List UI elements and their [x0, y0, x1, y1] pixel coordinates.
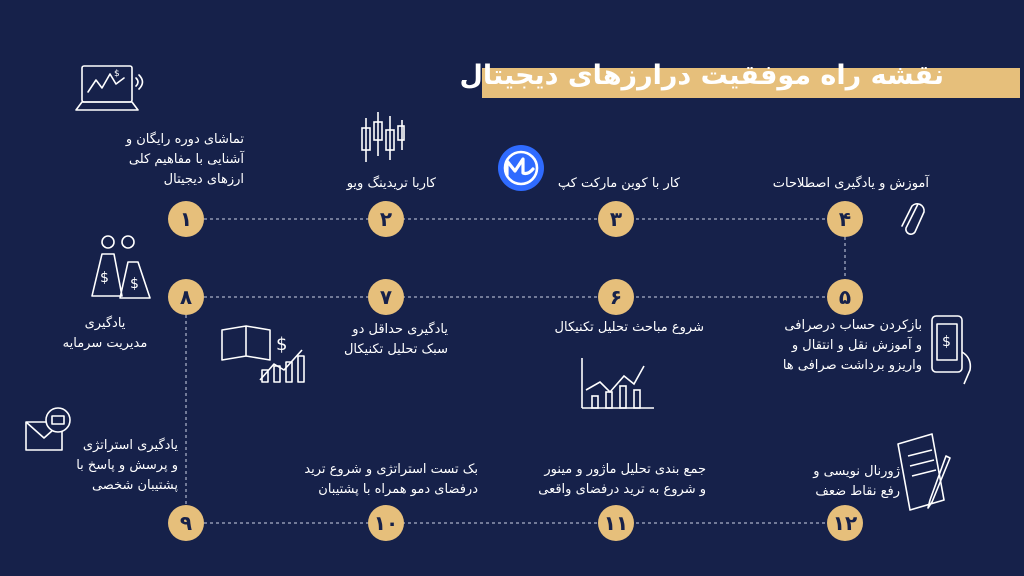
step-7-label: یادگیری حداقل دو سبک تحلیل تکنیکال [343, 322, 448, 357]
step-12-node: ۱۲ [827, 505, 863, 541]
step-1-node: ۱ [168, 201, 204, 237]
step-9-label: یادگیری استراتژی و پرسش و پاسخ با پشتیبان شخصی [76, 438, 178, 493]
svg-text:$: $ [130, 276, 139, 292]
step-10-label: بک تست استراتژی و شروع ترید درفضای دمو همراه با پشتیبان [304, 462, 478, 497]
laptop-chart-icon [72, 62, 144, 120]
step-3-node: ۳ [598, 201, 634, 237]
step-5-node: ۵ [827, 279, 863, 315]
step-2-label: کاربا تریدینگ ویو [346, 176, 436, 191]
book-chart-icon [218, 320, 310, 384]
line-chart-icon [576, 356, 656, 412]
step-2-node: ۲ [368, 201, 404, 237]
svg-text:$: $ [942, 334, 951, 350]
step-7-node: ۷ [368, 279, 404, 315]
step-12-label: ژورنال نویسی و رفع نقاط ضعف [813, 464, 900, 499]
money-bags-icon [86, 232, 156, 306]
step-4-label: آموزش و یادگیری اصطلاحات [772, 176, 929, 191]
step-8-node: ۸ [168, 279, 204, 315]
svg-text:$: $ [114, 69, 120, 79]
svg-text:$: $ [100, 270, 109, 286]
paperclip-icon [898, 198, 926, 238]
step-8-label: یادگیری مدیریت سرمایه [62, 316, 148, 351]
chat-mail-icon [24, 406, 76, 456]
step-10-node: ۱۰ [368, 505, 404, 541]
step-9-node: ۹ [168, 505, 204, 541]
svg-text:$: $ [276, 334, 288, 355]
step-4-node: ۴ [827, 201, 863, 237]
step-3-label: کار با کوین مارکت کپ [557, 176, 680, 191]
coinmarketcap-m-glyph [498, 145, 544, 191]
step-11-label: جمع بندی تحلیل ماژور و مینور و شروع به ترید درفضای واقعی [538, 462, 706, 497]
mobile-payment-icon [924, 312, 976, 388]
step-5-label: بازکردن حساب درصرافی و آموزش نقل و انتقال و واریزو برداشت صرافی ها [782, 318, 922, 373]
candlestick-icon [358, 110, 406, 168]
coinmarketcap-logo-icon [498, 145, 544, 191]
page-title: نقشه راه موفقیت درارزهای دیجیتال [459, 60, 944, 91]
step-6-label: شروع مباحث تحلیل تکنیکال [554, 320, 704, 335]
step-11-node: ۱۱ [598, 505, 634, 541]
journal-pencil-icon [892, 430, 956, 512]
step-1-label: تماشای دوره رایگان و آشنایی با مفاهیم کلی ارزهای دیجیتال [125, 132, 244, 187]
step-6-node: ۶ [598, 279, 634, 315]
